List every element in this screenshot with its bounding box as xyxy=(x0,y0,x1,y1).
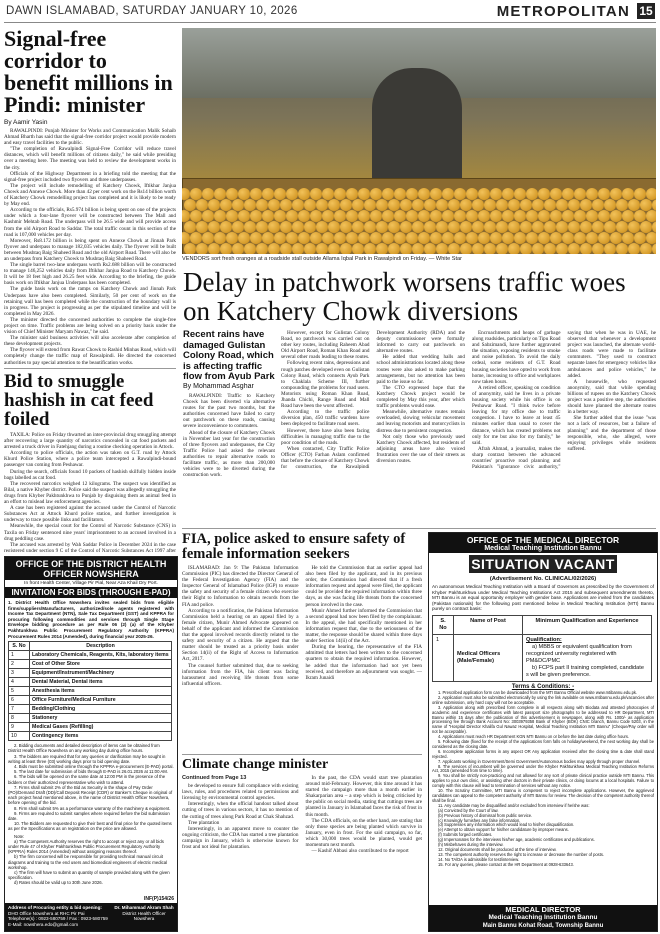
orange xyxy=(640,243,652,254)
paragraph: Encroachments and heaps of garbage along roadsides, particularly on Tipu Road and Sabzimandi, have further aggravated the situation, exposing residents to smoke and noise pollution. To avoid the daily ordeal, some residents of G.T. Road housing societies have opted to work from home, increasing to office and workplaces now taken hours. xyxy=(472,330,561,385)
orange xyxy=(472,243,484,254)
paragraph: The guide basis work on the ramps on Katchery Chowk and Jinnah Park Underpass have also been completed. Similarly, 50 per cent of work on the retaining wall has been completed while the construction of the boundary wall is in progress. The project is progressing as per the stipulated timeline and will be completed in May 2026. xyxy=(4,286,176,317)
story-headline: Signal-free corridor to benefit millions in Pindi: minister xyxy=(4,28,173,117)
item-description: Equipment/Instrument/Machinery xyxy=(30,669,172,678)
footer-addr: Main Bannu Kohat Road, Township Bannu xyxy=(482,923,604,929)
orange xyxy=(436,243,448,254)
paragraph: RAWALPINDI: Punjab Minister for Works and Communication Malik Sohaib Ahmad Bharth has said that the signal-free corridor project would provide modern and easy travel facilities to the public. xyxy=(4,128,176,147)
masthead-dateline: DAWN ISLAMABAD, SATURDAY JANUARY 10, 2026 xyxy=(6,5,298,17)
paragraph: According to police officials, the action was taken on G.T. road by Attock Khurd Police Station, where a police team intercepted a Rawalpindi-bound passenger van coming from Peshawar. xyxy=(4,450,176,469)
table-row xyxy=(9,696,172,705)
orange xyxy=(646,188,656,200)
ad-contact2: DHO Office Nowshera at RHC Pir Pai xyxy=(8,910,85,916)
orange xyxy=(292,243,304,254)
ad-email: E-Mail: nowshera.edo@gmail.com xyxy=(8,921,79,927)
paragraph: She further added that the issue "was not a lack of resources, but a failure of planning" and the department of those responsible, who, she alleged, were enjoying privileges while residents suffered. xyxy=(567,415,656,452)
paragraph: Officials of the Highway Department in a briefing told the meeting that the signal-free project included two flyovers and three underpasses. xyxy=(4,170,176,183)
item-description: Medical Gases (Refilling) xyxy=(30,723,172,732)
ad-contact: Address of Procuring entity & bid opening: xyxy=(8,905,102,910)
item-number: 1 xyxy=(9,651,30,660)
ad-office-line2: OFFICER NOWSHERA xyxy=(5,569,177,580)
paragraph: 11. Any candidate may be disqualified and/or excluded from interview if he/she was: xyxy=(438,802,590,808)
item-description: Office Furniture/Medical Furniture xyxy=(30,696,172,705)
paragraph: be developed to ensure full compliance with existing laws, rules, and procedures related to permissions and licensing by environmental control agencies. xyxy=(182,783,299,802)
ad-institution: Medical Teaching Institution Bannu xyxy=(429,545,657,553)
paragraph: During the hearing, the representative of the FIA admitted that letters had been written to the concerned quarters to obtain the required information. However, he added that the information had not yet been received, and therefore an adjournment was sought. — Ikram Junaidi xyxy=(305,644,422,681)
divider xyxy=(4,368,176,369)
paragraph: 9. Firms are required to submit samples where required before the bid submission date. xyxy=(8,810,170,821)
paragraph: — Kashif Abbasi also contributed to the report xyxy=(311,848,409,855)
paragraph: The CTO expressed hope that the Katchery Chowk project would be completed by May this year, after which traffic problems would ease. xyxy=(376,384,465,410)
item-number: 9 xyxy=(9,723,30,732)
orange xyxy=(388,243,400,254)
orange xyxy=(184,243,196,254)
paragraph: 7. Firms shall submit 2% of the Bid as Security in the shape of Pay Order (PO)/Demand Draft (DD)/Call Deposit Receipt (CDR) or Banker's Cheque in original of each project head mentioned above, in the name of District Health Officer Nowshera, before opening of the bid. xyxy=(8,784,173,806)
paragraph: Ahead of the closure of Katchery Chowk in November last year for the construction of three flyovers and underpasses, the City Traffic Police had asked the relevant authorities to repair alternative roads to facilitate traffic, as more than 200,000 vehicles were to be diverted during the construction work. xyxy=(183,429,275,479)
paragraph: According to a notification, the Pakistan Information Commission held a hearing on an appeal filed by a female citizen, Munir Ahmed Advocate appeared on behalf of the applicant and informed the Commission that the appeal involved records directly related to the safety and security of a citizen. He argued that the matter should be treated as a priority basis under Section 14(ii) of the Right of Access to Information Act, 2017. xyxy=(182,607,299,663)
ad-items-table xyxy=(8,641,172,741)
ad-address: In front Health Center, Village Pir Pial, Near Aza Khail Dry Port. xyxy=(24,581,158,586)
paragraph: 8. The services of incumbent will be governed under the Khyber Pakhtunkhwa Medical Teaching Institution Reforms Act, 2015 (amended from time to time). xyxy=(432,763,654,774)
story-body xyxy=(4,128,176,366)
ad-office: OFFICE OF THE MEDICAL DIRECTOR xyxy=(429,533,657,545)
orange xyxy=(424,243,436,254)
paragraph: (d) Suppresses any information which would lead to his/her disqualification. xyxy=(438,822,575,828)
divider xyxy=(182,528,656,529)
ad-title: INVITATION FOR BIDS (THROUGH E-PAD) xyxy=(5,587,177,598)
ad-dho-nowshera xyxy=(4,556,178,932)
paragraph: d) Rates should be valid up to 30th June 2026. xyxy=(14,880,103,886)
ad-intro: An autonomous Medical Teaching Institution with a Board of Governors as prescribed by the Government of Khyber Pakhtunkhwa under Medical Teaching Institutions Act 2015 and subsequent amendments thereto, MTI Bannu is an equal opportunity employer with gender base. Applications are invited from the candidates (Pakistan nationals) for the following post mentioned below in Medical Teaching Institution (MTI) Bannu purely on contract basis: xyxy=(432,584,654,612)
photo-caption: VENDORS sort fresh oranges at a roadside stall outside Allama Iqbal Park in Rawalpindi on Friday. — White Star xyxy=(182,256,463,262)
orange xyxy=(412,243,424,254)
orange xyxy=(232,243,244,254)
paragraph: (f) Submits forged certificates. xyxy=(438,832,493,838)
paragraph: Tree plantation xyxy=(188,819,220,826)
story-climate-minister xyxy=(182,757,422,931)
table-row xyxy=(9,678,172,687)
paragraph: The single barrel two-lane underpass worth Rs2.688 billion will be constructed to manage 146,252 vehicles daily from Iftikhar Janjua Road to Katchery Chowk. It will be 18 feet high and 26.25 feet wide. According to the briefing, the guide basis work on Iftikhar Janjua Underpass has been completed. xyxy=(4,262,176,287)
story-headline: Climate change minister xyxy=(182,757,329,772)
paragraph: "The completion of Rawalpindi Signal-Free Corridor will reduce travel distances, which will benefit millions of citizens daily," he said while presiding over a meeting here. The meeting was held to review the development works in the city. xyxy=(4,146,176,171)
item-number: 8 xyxy=(9,714,30,723)
orange xyxy=(652,243,656,254)
paragraph: b) FCPS part II training completed, candidate s will be given preference. xyxy=(526,664,644,678)
paragraph: He added that wedding halls and school administrations located along these routes were also asked to make parking arrangements, but no attention has been paid to the issue so far. xyxy=(376,354,465,385)
divider xyxy=(182,754,422,755)
item-description: Bedding/Clothing xyxy=(30,705,172,714)
orange xyxy=(520,243,532,254)
story-headline: Bid to smuggle hashish in cat feed foiled xyxy=(4,372,154,430)
ad-conditions xyxy=(5,741,177,833)
qual-list xyxy=(526,644,648,679)
paragraph: Meanwhile, the special court for the Control of Narcotic Substance (CNS) in Taxila on Friday sentenced nine years' imprisonment to an accused involved in a drug peddling case. xyxy=(4,523,176,542)
paragraph: Not only those who previously used Katchery Chowk affected, but residents of adjoining areas have also voiced frustration over the use of their streets as diversion routes. xyxy=(376,433,465,464)
orange xyxy=(316,243,328,254)
orange xyxy=(460,243,472,254)
ad-post-table xyxy=(432,615,652,682)
paragraph: 3. Application along with prescribed form complete in all respects along with Biodata and attested photocopies of academic and experience certificates with latest passport size photographs to be addressed to HR Department, MTI Bannu within 15 days after the publication of this advertisement in newspaper, along with Rs. 1000/- as application processing fee through Bank Account No: 3003979358 Bank of Khyber (BOK) CNIC branch, Bannu Code 5203, in the name of "Hospital Director Khalifa Gul Nawaz Hospital, Medical Teaching Institution MTI Bannu" (Cheque/Pay order will not be acceptable). xyxy=(432,704,654,735)
lead-byline: By Mohammad Asghar xyxy=(183,383,254,390)
item-description: Cost of Other Store xyxy=(30,660,172,669)
table-row xyxy=(433,634,652,681)
table-row xyxy=(9,705,172,714)
story-byline: By Aamir Yasin xyxy=(4,119,48,126)
paragraph: However, there have also been facing difficulties in managing traffic due to the poor condition of the roads. xyxy=(281,427,370,446)
story-body xyxy=(4,432,176,552)
paragraph: The project will include remodelling of Katchery Chowk, Iftikhar Janjua Chowk and Annexe Chowk. More than 42 per cent work on the Rs14 billion worth of Katchery Chowk remodelling project has completed and it is likely to be ready by May end. xyxy=(4,182,176,208)
item-number: 3 xyxy=(9,669,30,678)
story-paras xyxy=(182,775,422,854)
orange xyxy=(196,243,208,254)
paragraph: However, except for Gulistan Colony Road, no patchwork was carried out on other key routes, including Raheem Abad Old Airport Road, Roman Khan Road and several other roads leading to these routes. xyxy=(281,330,370,361)
paragraph: When contacted, City Traffic Police Officer (CTO) Farhan Aslam confirmed that before the closure of Katchery Chowk for construction, the Rawalpindi Development Authority (RDA) and the deputy commissioner were formally informed to carry out patchwork on alternative routes. xyxy=(281,330,465,471)
ad-signer-place: Nowshera xyxy=(133,916,155,921)
orange xyxy=(628,243,640,254)
paragraph: c) The firm will have to submit an quantity of sample provided along with the given specification. xyxy=(8,870,170,881)
ad-mti-bannu xyxy=(428,532,658,932)
paragraph: The counsel further submitted that, due to seeking information from the FIA, his client was facing harassment and receiving life threats from some influential officers. xyxy=(182,662,299,687)
item-number: 2 xyxy=(9,660,30,669)
paragraph: 10. The Bidders are requested to give their best and final price for the quoted items as per the Specifications as on registration on the price are allowed. xyxy=(8,821,172,832)
item-description: Anesthesia items xyxy=(30,687,172,696)
paragraph: ISLAMABAD: Jan 9: The Pakistan Information Commission (PIC) has directed the Director General of the Federal Investigation Agency (FIA) and the Inspector General of Islamabad Police (IGP) to ensure the safety and security of a female citizen who exercise their Right to Information to obtain records from the FIA and police. xyxy=(182,565,299,608)
paragraph: 2. Bidding documents and detailed description of items can be obtained from District Health Office Nowshera on any working day during office hours. xyxy=(8,743,160,754)
paragraph: 14. No TA/DA is admissible for test/interview. xyxy=(438,856,520,862)
news-photo xyxy=(182,28,656,254)
orange xyxy=(328,243,340,254)
ad-signer: Dr. Mihammad Akram Shah xyxy=(114,905,174,910)
paragraph: 9. You shall be strictly non-practicing and not allowed for any sort of private clinical practice outside MTI Bannu. This applies to your own clinic, or assisting other doctors in their private clinics, or doing locums at a local hospitals. Failure to comply with this clause will lead to termination of services without any notice. xyxy=(432,773,654,789)
paragraph: 12. Original documents shall be produced at the time of interview. xyxy=(438,846,557,852)
paragraph: 1. Prescribed application form can be downloaded from the MTI Bannu Official website www.mtibannu.edu.pk. xyxy=(438,689,638,695)
ad-signer-title: District Health Officer xyxy=(122,910,166,916)
ad-office-line1: OFFICE OF THE DISTRICT HEALTH xyxy=(5,557,177,569)
paragraph: He told the Commission that an earlier appeal had also been filed by the applicant, and in its previous order, the Commission had directed that if a fresh information request and appeal were filed, the applicant could be provided the required information within three days, as she was facing life threats from the concerned person involved in the case. xyxy=(305,565,422,608)
paragraph: Munir Ahmed further informed the Commission that a second appeal had now been filed by the complainant. In the appeal, she had specifically mentioned in her information request that, due to the seriousness of the matter, the response should be shared within three days under Section 14(ii) of the Act. xyxy=(305,607,422,645)
vendor-figure xyxy=(372,68,462,188)
paragraph: (a) Convicted by the Court of law. xyxy=(438,807,499,813)
paragraph: (e) Attempt to obtain support for his/her candidature by improper means. xyxy=(438,827,569,833)
ad-inf-code: INF(P)154/26 xyxy=(143,896,174,902)
paragraph: 10. The Scrutiny Committee, MTI Bannu is competent to reject incomplete applications. However, the aggrieved candidates can appeal to the competent authority of MTI Bannu for review. The decision of the competent authority thereof shall be final. xyxy=(432,788,654,803)
orange xyxy=(352,243,364,254)
table-row xyxy=(9,651,172,660)
paragraph: According to the officials, Rs5.974 billion is being spent on one of the projects under which a four-lane flyover will be constructed between The Mall and Kashmir Mehtab Road. The underpass will be 26.5 wide and will provide access from the old Airport Road to Saddar. The total traffic count in this section of the road is 107,000 vehicles per day. xyxy=(4,207,176,238)
paragraph: 8. Firm shall submit 5% as a performance warranty of the machinery & equipment. xyxy=(14,805,171,811)
qual-title: Qualification: xyxy=(526,636,562,643)
paragraph: 13. The competent authority reserves the right to increase or decrease the number of posts. xyxy=(438,851,605,857)
table-row xyxy=(9,723,172,732)
item-number: 10 xyxy=(9,732,30,741)
paragraph: (h) Misbehaves during the interview. xyxy=(438,842,504,848)
paragraph: (b) Previous history of dismissal from public service. xyxy=(438,812,533,818)
post-number: 1 xyxy=(433,634,454,681)
orange xyxy=(580,243,592,254)
orange xyxy=(280,243,292,254)
paragraph: Afrah Ahmad, a journalist, makes the sharp contrast between the advanced countries' proactive road planning and Pakistan's "ignorance civic authority," saying that when he was in UAE, he observed that whenever a development project was launched, the alternate world-class roads were made to facilitate commuters. "They used to construct separate lanes for emergency vehicles like ambulances and police vehicles," he added. xyxy=(472,330,656,471)
paragraph: 4. Bids must be submitted online through the KPPRA e-procurement (E-PAD) portal. xyxy=(14,763,174,769)
col-header: Description xyxy=(30,642,172,651)
paragraph: A case has been registered against the accused under the Control of Narcotic Substances Act at Attock Khurd police station, and further investigation is underway to trace possible links and facilitators. xyxy=(4,505,176,524)
orange xyxy=(592,243,604,254)
orange xyxy=(508,243,520,254)
post-qualification xyxy=(523,634,652,681)
ad-footer xyxy=(429,905,657,931)
lead-body-rest xyxy=(281,330,656,525)
page-header xyxy=(4,2,656,23)
paragraph: b) The firm concerned will be responsible for providing technical manual circuit diagrams and training to the end users and biomedical engineers of electric medical workshop. xyxy=(8,854,168,870)
paragraph: 6. The bids will be opened on the same date at 12:00 PM in the presence of the bidders or their authorized representative who wish to attend. xyxy=(8,774,166,785)
orange xyxy=(364,243,376,254)
paragraph: Following recent rains, depressions and rough patches developed even on Gulistan Colony Road, which connects Ayub Park to Chaklala Scheme III, further compounding the problems for road users. Motorists using Roman Khan Road, Jhanda Chichi, Range Road and Mall Road have been the worst affected. xyxy=(281,360,370,410)
orange xyxy=(376,243,388,254)
orange xyxy=(604,243,616,254)
story-body xyxy=(182,775,422,927)
paragraph: 5. Following date (fixed for the receipt of the applications form falls on holiday/weekend, the next working day shall be considered as the closing date. xyxy=(432,739,654,749)
table-row xyxy=(9,687,172,696)
paragraph: 5. The last date for submission of bids through E-PAD is 26.01.2026 at 11:00 AM. xyxy=(14,769,169,775)
lead-dek: Recent rains have damaged Gulistan Colony Road, which is affecting traffic flow from Ayub Park xyxy=(183,330,275,380)
paragraph: Note: xyxy=(14,833,25,839)
orange xyxy=(220,243,232,254)
ad-footer xyxy=(5,903,177,931)
orange xyxy=(340,243,352,254)
orange xyxy=(448,243,460,254)
orange xyxy=(544,243,556,254)
orange xyxy=(304,243,316,254)
paragraph: The flyover will extend from Rawat Chowk to Rashid Minhas Road, which will completely change the traffic map of Rawalpindi. He directed the concerned authorities to pay special attention to the beautification works. xyxy=(4,347,176,366)
orange xyxy=(646,210,656,222)
orange xyxy=(484,243,496,254)
story-body xyxy=(182,565,422,751)
orange xyxy=(556,243,568,254)
orange xyxy=(208,243,220,254)
paragraph: The CDA officials, on the other hand, are stating that only those species are being planted which survive in January, even in frost. For the said campaign, so far, which 30,000 trees would be planted, would get momentum next month. xyxy=(305,817,422,849)
footer-inst: Medical Teaching Institution Bannu xyxy=(488,914,598,921)
paragraph: 7. Applicants working in Government/Semi Government/Autonomous bodies may apply through proper channel. xyxy=(438,758,641,764)
item-description: Contingency items xyxy=(30,732,172,741)
section-title: METROPOLITAN xyxy=(496,3,630,20)
item-description: Laboratory Chemicals, Reagents, Kits, laboratory items xyxy=(30,651,172,660)
col-header: Minimum Qualification and Experience xyxy=(523,615,652,634)
paragraph: The recovered narcotics weighed 12 kilograms. The suspect was identified as Bilal, a native Khyber district. Police said the suspect was allegedly smuggling the drugs from Khyber Pakhtunkhwa to Punjab by disguising them as animal feed in an effort to mislead law enforcement agencies. xyxy=(4,480,176,506)
lead-headline: Delay in patchwork worsens traffic woes on Katchery Chowk diversions xyxy=(183,267,626,326)
paragraph: During the search, officials found 10 packets of hashish skilfully hidden inside bags labelled as cat food. xyxy=(4,468,176,481)
paragraph: Interestingly, in an apparent move to counter the ongoing criticism, the CDA has started a tree plantation campaign in January, which is otherwise known for frost and not ideal for plantation. xyxy=(182,825,299,851)
story-hashish xyxy=(4,372,176,552)
table-row xyxy=(9,732,172,741)
paragraph: (c) Knowingly furnishes any false information. xyxy=(438,817,521,823)
footer-office: MEDICAL DIRECTOR xyxy=(505,905,581,914)
terms-title: Terms & Conditions: - xyxy=(511,683,575,690)
orange xyxy=(400,243,412,254)
paragraph: In the past, the CDA would start tree plantation around mid-February. However, this time around it has started the campaign more than a month earlier in Shakarparian area – a step which is being criticised by the public on social media, stating that cuttings trees are planted in January in Islamabad faces the risk of frost in this month. xyxy=(305,775,422,818)
orange xyxy=(532,243,544,254)
paragraph: Interestingly, when the official handout talked about cutting of trees in various sectors, it has no mention of the cutting of trees along Park Road at Chak Shahzad. xyxy=(182,801,299,820)
paragraph: TAXILA: Police on Friday thwarted an inter-provincial drug smuggling attempt after recovering a large quantity of narcotics concealed in cat food packets and arrested a truck driver in Fatehjang during a routine checking operation in Attock. xyxy=(4,432,176,451)
paragraph: The minister directed the concerned authorities to complete the single-free project on time. Traffic problems are being solved on a priority basis under the vision of Chief Minister Maryam Nawaz," he said. xyxy=(4,316,176,336)
paragraph: 15. For any queries, please contact at the HR Department at 0928-633643. xyxy=(438,861,574,867)
page-number: 15 xyxy=(637,3,655,19)
orange xyxy=(568,243,580,254)
story-fia-police xyxy=(182,532,422,752)
paragraph: (g) Impersonates for the interviews his/her age, academic certificates and publications. xyxy=(438,837,595,843)
lead-body-col1 xyxy=(183,393,275,523)
paragraph: RAWALPINDI: Traffic to Katchery Chowk has been diverted via alternative routes for the past two months, but the authorities concerned have failed to carry out patchwork on these roads, causing severe inconvenience to commuters. xyxy=(183,393,275,430)
table-row xyxy=(9,714,172,723)
col-header: Name of Post xyxy=(454,615,523,634)
orange xyxy=(496,243,508,254)
orange xyxy=(244,243,256,254)
paragraph: Moreover, Rs8.172 billion is being spent on Annexe Chowk at Jinnah Park flyover and underpass to manage 182,035 vehicles daily. The flyover will be built between Mushtaq Baig Shaheed Road and the old Airport Road. There will also be an underpass from Katchery Chowk to Mushtaq Baig Shaheed Road. xyxy=(4,237,176,262)
paragraph: Meanwhile, alternative routes remain overloaded, slowing vehicular movement and leaving motorists and motorcyclists in distress due to persistent congestion. xyxy=(376,409,465,434)
story-signal-free-corridor xyxy=(4,28,176,366)
item-description: Dental Material, Dental items xyxy=(30,678,172,687)
table-row xyxy=(9,669,172,678)
paragraph: 3. The bidders are required that for any queries or clarification may be sought in writing at least three (03) working days prior to bid opening date. xyxy=(8,753,166,764)
paragraph: A retired officer, speaking on condition of anonymity, said he lives in a private housing society while his office is on Peshawar Road. "I think twice before leaving for my office due to traffic congestion. I have to leave at least 45 minutes earlier than usual to cover the distance, which has created problems not only for me but also for my family," he said. xyxy=(472,384,561,446)
item-number: 5 xyxy=(9,687,30,696)
col-header: S. No xyxy=(9,642,30,651)
paragraph: a) MBBS or equivalent qualification from recognized university registered with PM&DC/PMC xyxy=(526,643,632,664)
paragraph: According to the traffic police diversion plan, 450 traffic wardens have been deployed to facilitate road users. xyxy=(281,409,370,428)
jump-line: Continued from Page 13 xyxy=(182,775,247,781)
paragraph: The accused was arrested by Wah Saddar Police in December 2024 in the case registered under section 9 C of the Control of Narcotic Substances Act 1997 after xyxy=(4,541,176,552)
terms-list xyxy=(429,690,657,869)
col-header: S. No xyxy=(433,615,454,634)
post-name: Medical Officers (Male/Female) xyxy=(454,634,523,681)
orange xyxy=(646,232,656,244)
orange xyxy=(616,243,628,254)
ad-intro: 1. District Health Office Nowshera invites sealed bids from eligible firms/suppliers/Manufacturers, authorized/sole agents registered with Income Tax Department (NTN), Sale Tax Department (GST) and KPPRA for procuring following commodities and services through Single Stage Envelope bidding procedure as per Rule 06 (2) (a) of the Khyber Pakhtunkhwa Public Procurement Regulatory Authority (KPPRA) Procurement Rules 2014 (Amended), during financial year 2025-26. xyxy=(8,600,174,639)
paragraph: 6. Incomplete application forms in any aspect OR Any application received after the closing time & date shall stand rejected. xyxy=(432,748,654,759)
table-row xyxy=(9,660,172,669)
paragraph: A housewife, who requested anonymity, said that while spending billions of rupees on the Katchery Chowk project was a positive step, the authorities should have planned the alternate routes in a better way. xyxy=(567,378,656,416)
item-number: 6 xyxy=(9,696,30,705)
lead-dek-block xyxy=(183,330,275,380)
paragraph: 4. Applications must reach HR Department KGN MTI Bannu on or before the last date during office hours. xyxy=(438,734,630,740)
orange xyxy=(256,243,268,254)
orange xyxy=(268,243,280,254)
paragraph: The minister said business activities will also accelerate after completion of these development projects. xyxy=(4,335,176,348)
ad-phone: Telephone(s) : 0923-580759 / Fax : 0923-580759 xyxy=(8,916,108,921)
item-number: 7 xyxy=(9,705,30,714)
ad-advert-no: (Advertisement No. CLINICAL/02/2026) xyxy=(489,576,597,582)
ad-notes xyxy=(5,834,177,886)
paragraph: 2. Application must also be submitted electronically by using the link available on www.mtibannu.edu.pk/vacancies after online submission, only hard copy will not be acceptable. xyxy=(432,694,654,705)
story-headline: FIA, police asked to ensure safety of female information seekers xyxy=(182,532,406,562)
item-description: Stationery xyxy=(30,714,172,723)
paragraph: a) The Competent Authority reserves the right to accept or reject any or all bids under Rule 47 of Khyber Pakhtunkhwa Public Procurement Regulatory Authority (KPPRA) Rules 2014 (Amended) without assigning reasons thereof. xyxy=(8,838,164,855)
ad-title: SITUATION VACANT xyxy=(469,555,617,573)
item-number: 4 xyxy=(9,678,30,687)
